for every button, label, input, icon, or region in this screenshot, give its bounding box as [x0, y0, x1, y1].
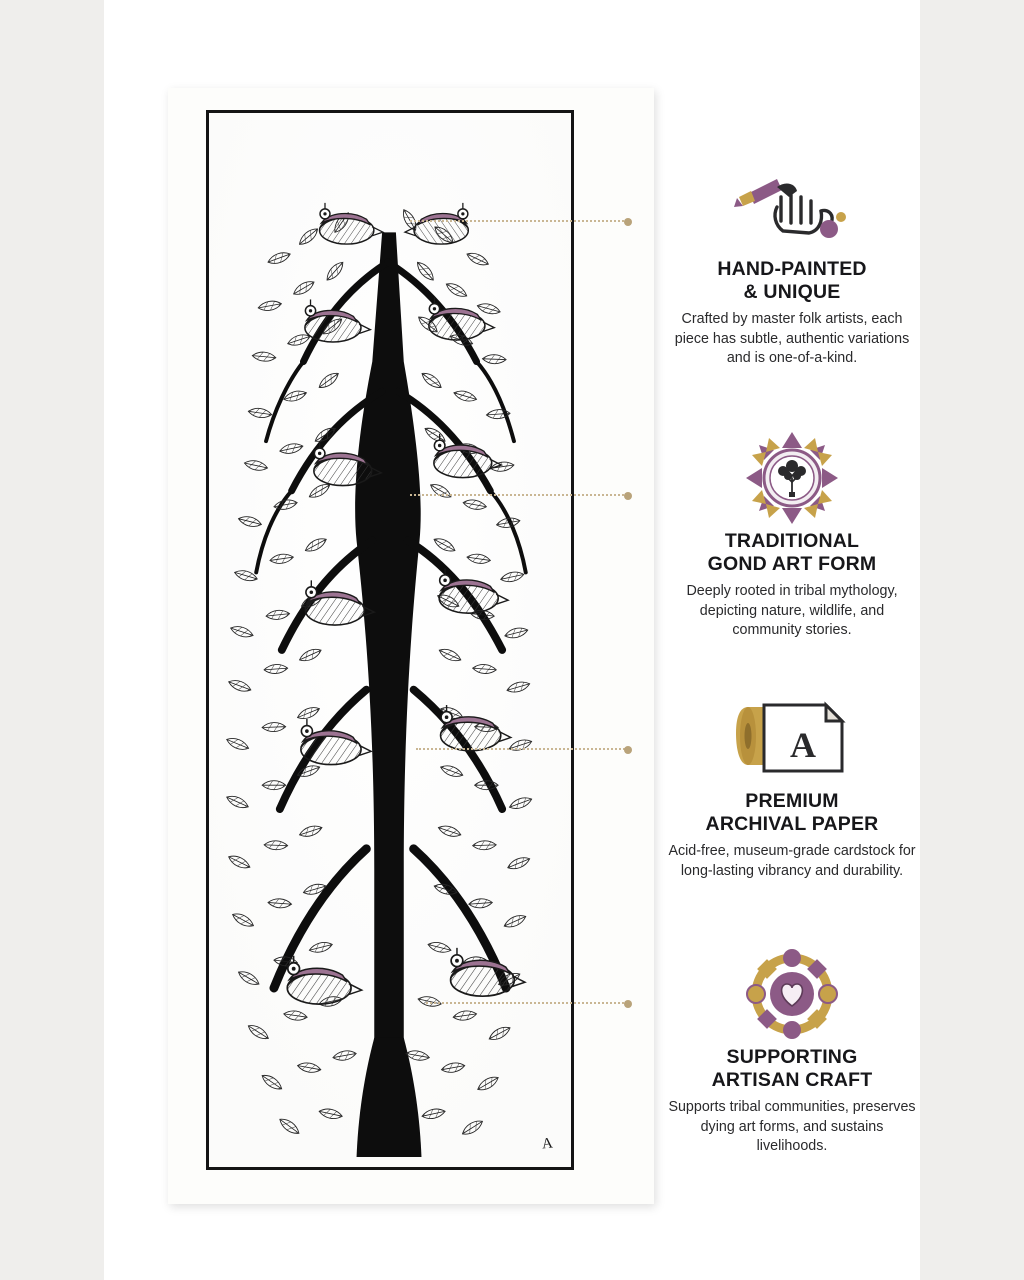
- tree-in-mandala-icon: [664, 432, 920, 524]
- feature-title-line1: SUPPORTING: [726, 1046, 858, 1068]
- feature-title-line2: ARCHIVAL PAPER: [705, 812, 879, 835]
- feature-title-line1: TRADITIONAL: [724, 530, 860, 552]
- feature-list: [664, 120, 920, 1200]
- svg-text:A: A: [790, 725, 816, 765]
- feature-title-line1: HAND-PAINTED: [717, 258, 867, 280]
- connector-line-4: [426, 1002, 628, 1004]
- connector-dot: [624, 492, 632, 500]
- hand-holding-paintbrush-icon: [664, 160, 920, 252]
- connector-dot: [624, 746, 632, 754]
- feature-title: [664, 258, 920, 303]
- artist-signature: A: [541, 1135, 554, 1153]
- feature-title-line2: ARTISAN CRAFT: [711, 1068, 873, 1091]
- feature-body: Acid-free, museum-grade cardstock for long-lasting vibrancy and durability.: [668, 843, 916, 879]
- connector-line-1: [410, 220, 628, 222]
- connector-line-3: [416, 748, 628, 750]
- gond-tree-illustration: [209, 113, 571, 1167]
- white-panel: [104, 0, 920, 1280]
- feature-title-line1: PREMIUM: [745, 790, 839, 812]
- connector-dot: [624, 1000, 632, 1008]
- artwork-frame: [206, 110, 574, 1170]
- feature-body: Crafted by master folk artists, each piece has subtle, authentic variations and is one-of-a-kind.: [674, 311, 910, 366]
- feature-title-line2: & UNIQUE: [743, 280, 841, 303]
- feature-artisan-craft: [664, 948, 920, 1156]
- connector-line-2: [410, 494, 628, 496]
- connector-dot: [624, 218, 632, 226]
- feature-archival-paper: [664, 692, 920, 881]
- feature-body: Deeply rooted in tribal mythology, depicting nature, wildlife, and community stories.: [686, 583, 898, 638]
- feature-title: [664, 790, 920, 835]
- feature-body: Supports tribal communities, preserves dying art forms, and sustains livelihoods.: [668, 1099, 916, 1154]
- feature-title-line2: GOND ART FORM: [707, 552, 877, 575]
- artwork-card: [168, 88, 654, 1204]
- community-circle-heart-icon: [664, 948, 920, 1040]
- feature-title: [664, 1046, 920, 1091]
- paper-roll-sheet-icon: [664, 692, 920, 784]
- feature-hand-painted: [664, 160, 920, 368]
- feature-title: [664, 530, 920, 575]
- feature-traditional-gond: [664, 432, 920, 640]
